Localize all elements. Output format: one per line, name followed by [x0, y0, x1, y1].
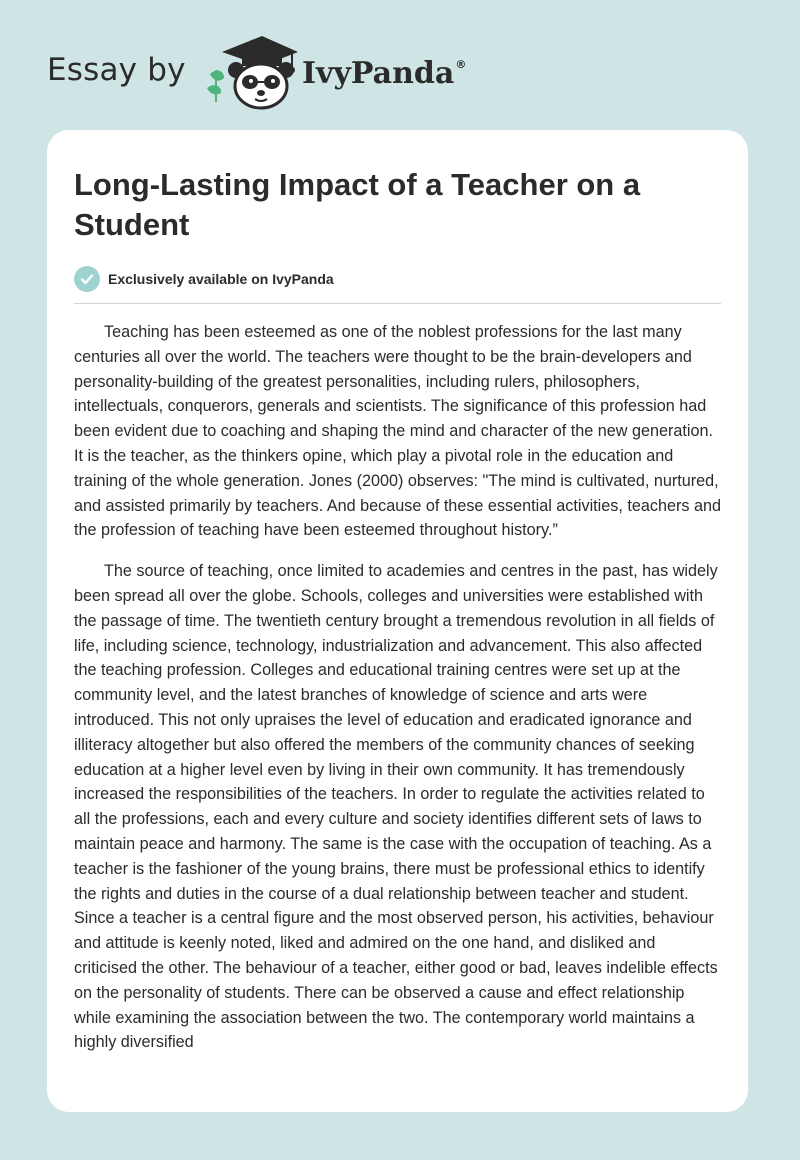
divider	[74, 303, 721, 304]
brand-name	[302, 56, 465, 91]
essay-card	[47, 130, 748, 1112]
exclusive-badge-label: Exclusively available on IvyPanda	[108, 271, 334, 287]
page-title: Long-Lasting Impact of a Teacher on a Student	[74, 167, 641, 242]
check-icon	[74, 266, 100, 292]
brand-text: IvyPanda	[302, 56, 455, 91]
panda-graduate-icon	[202, 30, 298, 110]
registered-mark: ®	[455, 58, 467, 71]
essay-by-label: Essay by	[47, 52, 186, 88]
essay-content	[47, 130, 748, 1055]
exclusive-badge	[74, 265, 721, 293]
paragraph-1: Teaching has been esteemed as one of the noblest professions for the last many centuries all over the world. The teachers were thought to be the brain-developers and personality-building of the greatest personalities, including rulers, philosophers, intellectuals, conquerors, generals and scientists. The significance of this profession had been evident due to coaching and shaping the mind and character of the new generation. It is the teacher, as the thinkers opine, which play a pivotal role in the education and training of the whole generation. Jones (2000) observes: "The mind is cultivated, nurtured, and assisted primarily by teachers. And because of these essential activities, teachers and the profession of teaching have been esteemed throughout history.”	[74, 323, 721, 540]
paragraph-2: The source of teaching, once limited to academies and centres in the past, has widely been spread all over the globe. Schools, colleges and universities were established with the passage of time. The twentieth century brought a tremendous revolution in all fields of life, including science, technology, industrialization and advancement. This also affected the teaching profession. Colleges and educational training centres were set up at the community level, and the latest branches of knowledge of science and arts were introduced. This not only upraises the level of education and eradicated ignorance and illiteracy altogether but also offered the members of the community chances of seeking education at a higher level even by living in their own community. It has tremendously increased the responsibilities of the teachers. In order to regulate the activities related to all the professions, each and every culture and society identifies different sets of laws to maintain peace and harmony. The same is the case with the occupation of teaching. As a teacher is the fashioner of the young brains, there must be professional ethics to identify the rights and duties in the course of a dual relationship between teacher and student. Since a teacher is a central figure and the most observed person, his activities, behaviour and attitude is keenly noted, liked and admired on the one hand, and disliked and criticised the other. The behaviour of a teacher, either good or bad, leaves indelible effects on the personality of students. There can be observed a cause and effect relationship while examining the association between the two. The contemporary world maintains a highly diversified	[74, 562, 718, 1052]
site-header	[47, 30, 747, 110]
